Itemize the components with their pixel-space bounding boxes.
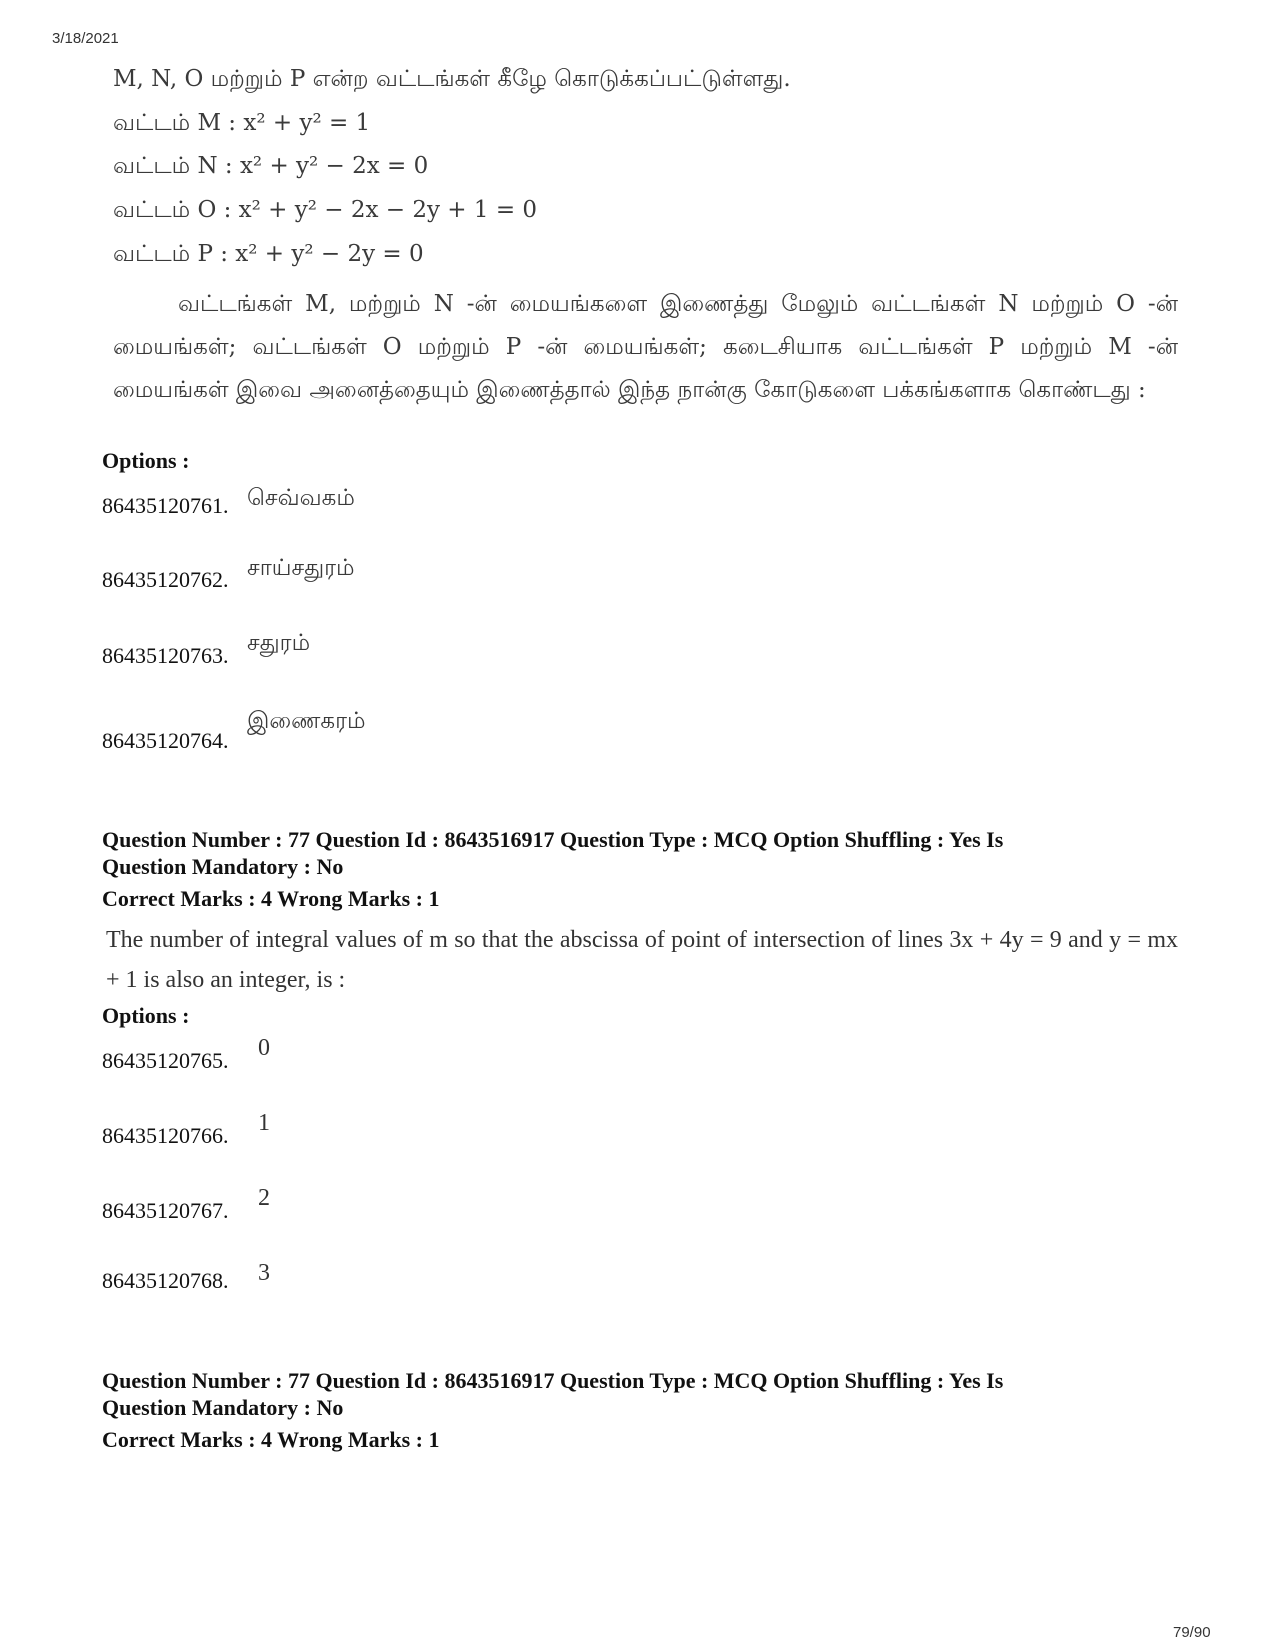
- question-text: வட்டங்கள் M, மற்றும் N -ன் மையங்களை இணைத்து மேலும் வட்டங்கள் N மற்றும் O -ன் மையங்கள்; வட்டங்கள் O மற்றும் P -ன் மையங்கள்; கடைசியாக வட்டங்கள் P மற்றும் M -ன் மையங்கள் இவை அனைத்தையும் இணைத்தால் இந்த நான்கு கோடுகளை பக்கங்களாக கொண்டது :: [113, 291, 1178, 403]
- circle-o-equation: வட்டம் O : x² + y² − 2x − 2y + 1 = 0: [113, 197, 538, 223]
- page-number: 79/90: [1173, 1624, 1211, 1641]
- question-meta: Question Number : 77 Question Id : 8643516917 Question Type : MCQ Option Shuffling : Yes Is: [102, 827, 1004, 852]
- option-text: 2: [258, 1185, 270, 1211]
- option-id: 86435120766.: [102, 1123, 229, 1148]
- option-id: 86435120761.: [102, 493, 229, 518]
- question-text: The number of integral values of m so that the abscissa of point of intersection of lines 3x + 4y = 9 and y = mx + 1 is also an integer, is :: [106, 927, 1178, 993]
- options-label: Options :: [102, 448, 190, 473]
- option-id: 86435120764.: [102, 728, 229, 753]
- option-id: 86435120765.: [102, 1048, 229, 1073]
- option-text: சதுரம்: [247, 630, 311, 656]
- question-meta: Question Number : 77 Question Id : 8643516917 Question Type : MCQ Option Shuffling : Yes Is: [102, 1368, 1004, 1393]
- option-text: 1: [258, 1110, 270, 1136]
- question-intro: M, N, O மற்றும் P என்ற வட்டங்கள் கீழே கொடுக்கப்பட்டுள்ளது.: [113, 66, 791, 92]
- option-id: 86435120768.: [102, 1268, 229, 1293]
- option-text: சாய்சதுரம்: [247, 555, 355, 581]
- option-id: 86435120762.: [102, 567, 229, 592]
- option-text: செவ்வகம்: [247, 485, 355, 511]
- option-text: 0: [258, 1035, 270, 1061]
- circle-n-equation: வட்டம் N : x² + y² − 2x = 0: [113, 153, 429, 179]
- circle-p-equation: வட்டம் P : x² + y² − 2y = 0: [113, 241, 424, 267]
- option-text: 3: [258, 1260, 270, 1286]
- option-id: 86435120767.: [102, 1198, 229, 1223]
- option-id: 86435120763.: [102, 643, 229, 668]
- option-text: இணைகரம்: [247, 708, 366, 734]
- marks-info: Correct Marks : 4 Wrong Marks : 1: [102, 1427, 440, 1452]
- print-date: 3/18/2021: [52, 30, 119, 47]
- circle-m-equation: வட்டம் M : x² + y² = 1: [113, 110, 371, 136]
- question-meta-mandatory: Question Mandatory : No: [102, 1395, 344, 1420]
- question-meta-mandatory: Question Mandatory : No: [102, 854, 344, 879]
- options-label: Options :: [102, 1003, 190, 1028]
- marks-info: Correct Marks : 4 Wrong Marks : 1: [102, 886, 440, 911]
